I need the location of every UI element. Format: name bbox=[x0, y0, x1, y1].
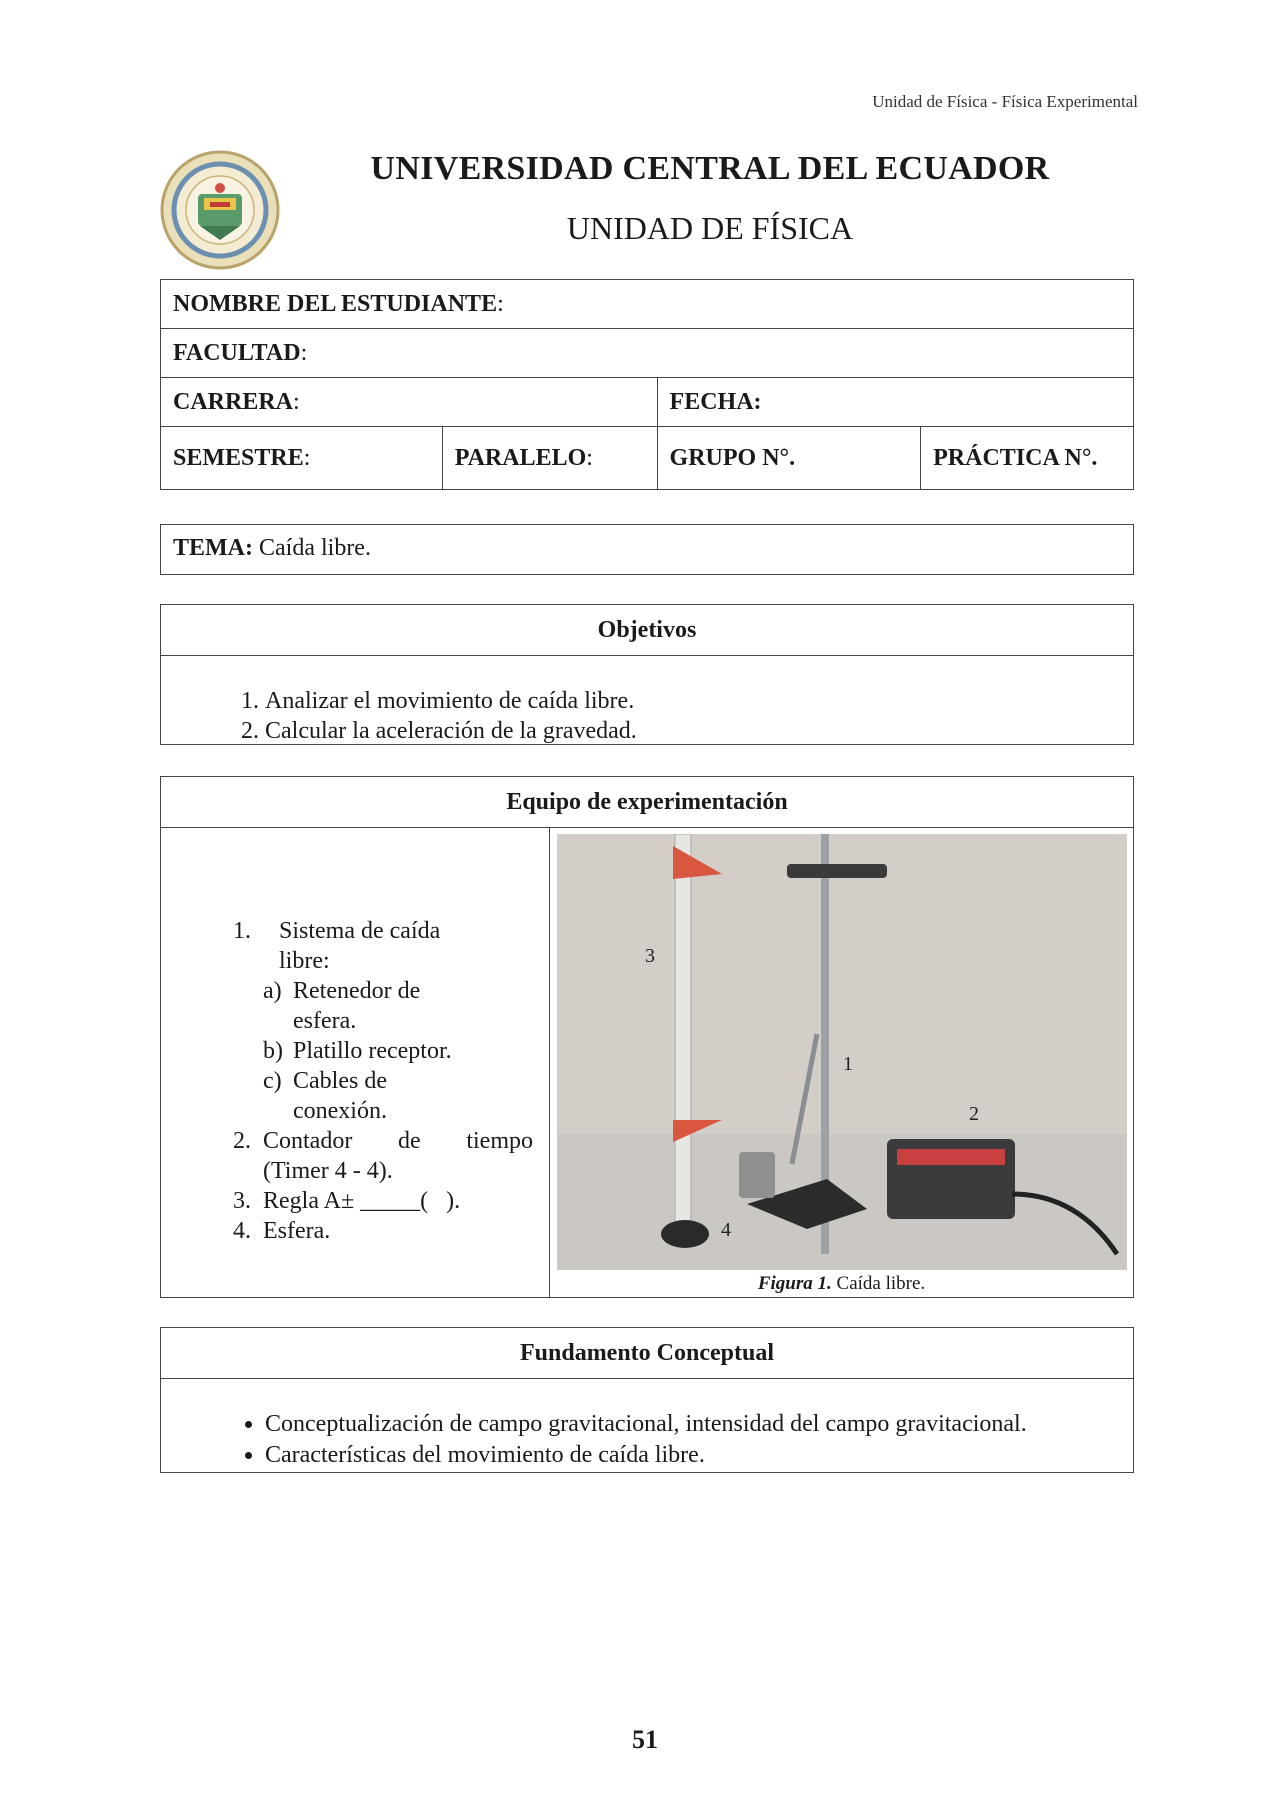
field-carrera[interactable]: CARRERA: bbox=[161, 378, 658, 427]
equipo-list-cell bbox=[161, 828, 550, 1297]
equipo-figure-cell bbox=[550, 828, 1133, 1297]
university-seal-logo bbox=[160, 150, 280, 270]
page-number: 51 bbox=[632, 1725, 658, 1754]
objetivos-heading: Objetivos bbox=[161, 605, 1133, 656]
objetivos-section bbox=[160, 604, 1134, 745]
equipo-list bbox=[233, 916, 533, 1246]
photo-label: 3 bbox=[645, 945, 655, 967]
tema-box bbox=[160, 524, 1134, 575]
university-title: UNIVERSIDAD CENTRAL DEL ECUADOR bbox=[370, 150, 1050, 187]
fundamento-heading: Fundamento Conceptual bbox=[161, 1328, 1133, 1379]
tema-value: Caída libre. bbox=[259, 535, 371, 561]
equipo-section bbox=[160, 776, 1134, 1298]
objetivo-item: 1. Analizar el movimiento de caída libre. bbox=[265, 686, 1133, 716]
equipo-heading: Equipo de experimentación bbox=[161, 777, 1133, 828]
equipo-item: 1. Sistema de caída libre: bbox=[233, 918, 441, 974]
equipo-subitem: b) Platillo receptor. bbox=[263, 1038, 452, 1064]
objetivo-item: 2. Calcular la aceleración de la gravedad. bbox=[265, 716, 1133, 746]
running-header: Unidad de Física - Física Experimental bbox=[872, 92, 1138, 111]
tema-label: TEMA: bbox=[173, 535, 253, 561]
photo-label: 4 bbox=[721, 1219, 731, 1241]
figure-caption: Figura 1. Caída libre. bbox=[757, 1273, 926, 1294]
field-paralelo[interactable]: PARALELO: bbox=[442, 427, 657, 490]
equipo-item: 4. Esfera. bbox=[233, 1218, 331, 1244]
fundamento-section bbox=[160, 1327, 1134, 1473]
photo-label: 1 bbox=[843, 1053, 853, 1075]
unit-title: UNIDAD DE FÍSICA bbox=[566, 210, 854, 246]
equipo-subitem: c) Cables de conexión. bbox=[263, 1068, 387, 1124]
equipo-subitem: a) Retenedor de esfera. bbox=[263, 978, 421, 1034]
student-info-table bbox=[160, 279, 1134, 490]
fundamento-item: • Características del movimiento de caída libre. bbox=[265, 1440, 1133, 1471]
equipo-item: 2. Contador de tiempo (Timer 4 - 4). bbox=[233, 1128, 533, 1184]
field-semestre[interactable]: SEMESTRE: bbox=[161, 427, 443, 490]
free-fall-apparatus-photo bbox=[557, 834, 1127, 1270]
field-practica[interactable]: PRÁCTICA N°. bbox=[921, 427, 1134, 490]
field-fecha[interactable]: FECHA: bbox=[657, 378, 1133, 427]
field-nombre[interactable]: NOMBRE DEL ESTUDIANTE: bbox=[161, 280, 1134, 329]
field-facultad[interactable]: FACULTAD: bbox=[161, 329, 1134, 378]
photo-label: 2 bbox=[969, 1103, 979, 1125]
fundamento-item: • Conceptualización de campo gravitacional, intensidad del campo gravitacional. bbox=[265, 1409, 1133, 1440]
equipo-item: 3. Regla A± _____( ). bbox=[233, 1188, 461, 1214]
field-grupo[interactable]: GRUPO N°. bbox=[657, 427, 921, 490]
